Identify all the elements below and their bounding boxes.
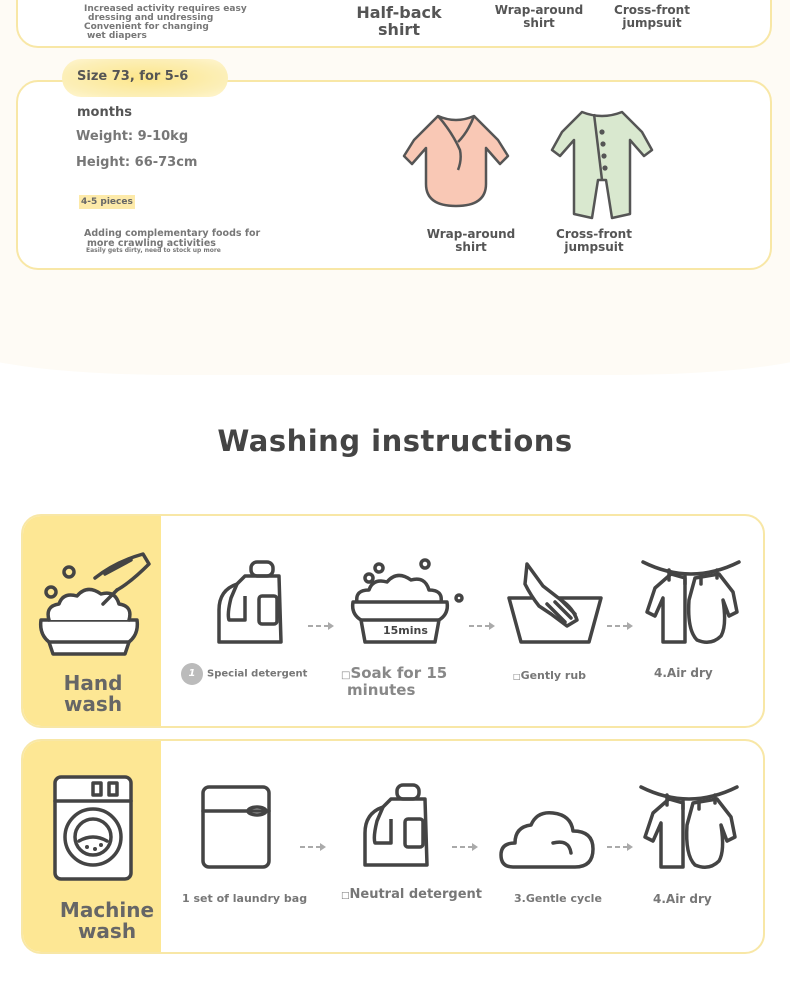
garment-label-cross-front-jumpsuit: Cross-front jumpsuit [614, 3, 690, 30]
step-arrow [452, 842, 478, 852]
diaper-note: wet diapers [87, 31, 147, 41]
hanging-clothes-icon [641, 556, 741, 648]
step-arrow [607, 621, 633, 631]
wrap-around-shirt-body [404, 116, 508, 206]
step-laundry-bag: 1 set of laundry bag [182, 892, 308, 905]
hand-wash-card [21, 514, 765, 728]
washing-instructions-title: Washing instructions [217, 424, 573, 458]
laundry-bag-icon [199, 783, 273, 871]
step-gentle-cycle: 3.Gentle cycle [514, 892, 602, 905]
diaper-note: Convenient for changing [84, 22, 209, 32]
step-soak: □Soak for 15 minutes [341, 664, 448, 699]
step-special-detergent: 1 Special detergent [181, 663, 307, 685]
machine-wash-card [21, 739, 765, 954]
feeding-note: more crawling activities [87, 238, 216, 249]
washing-machine-icon [53, 775, 133, 883]
garment-label-half-back-shirt: Half-back shirt [356, 3, 442, 39]
activity-note: dressing and undressing [88, 13, 214, 23]
step-neutral-detergent: □Neutral detergent [341, 887, 483, 902]
step-arrow [308, 621, 334, 631]
machine-wash-label: Machine wash [59, 898, 155, 943]
garment-label-wrap-around-shirt: Wrap-around shirt [494, 3, 584, 30]
step-gently-rub: □Gently rub [513, 669, 587, 682]
height-spec: Height: 66-73cm [76, 155, 198, 170]
hanging-clothes-icon [639, 781, 739, 873]
step-arrow [469, 621, 495, 631]
wrap-around-shirt-icon [400, 110, 512, 210]
hand-rub-basin-icon [507, 558, 603, 648]
size-73-badge: Size 73, for 5-6 months [62, 59, 228, 97]
cross-front-jumpsuit-body [552, 112, 652, 218]
pieces-badge: 4-5 pieces [81, 197, 133, 207]
step-arrow [607, 842, 633, 852]
cross-front-jumpsuit-icon [550, 110, 654, 222]
garment-label-cross-front-jumpsuit: Cross-front jumpsuit [556, 227, 632, 254]
step-air-dry: 4.Air dry [653, 892, 712, 906]
feeding-note: Adding complementary foods for [84, 228, 261, 239]
cloud-icon [499, 809, 597, 871]
activity-note: Increased activity requires easy [84, 4, 247, 14]
step-number-badge: 1 [181, 663, 203, 685]
hand-wash-label: Hand wash [63, 671, 123, 716]
weight-spec: Weight: 9-10kg [76, 129, 189, 144]
detergent-bottle-icon [361, 781, 431, 871]
soak-time-badge: 15mins [383, 624, 428, 637]
step-arrow [300, 842, 326, 852]
hand-wash-basin-icon [35, 550, 155, 662]
garment-label-wrap-around-shirt: Wrap-around shirt [426, 227, 516, 254]
step-air-dry: 4.Air dry [654, 666, 713, 680]
dirty-note: Easily gets dirty, need to stock up more [86, 247, 221, 254]
detergent-bottle-icon [215, 558, 285, 648]
